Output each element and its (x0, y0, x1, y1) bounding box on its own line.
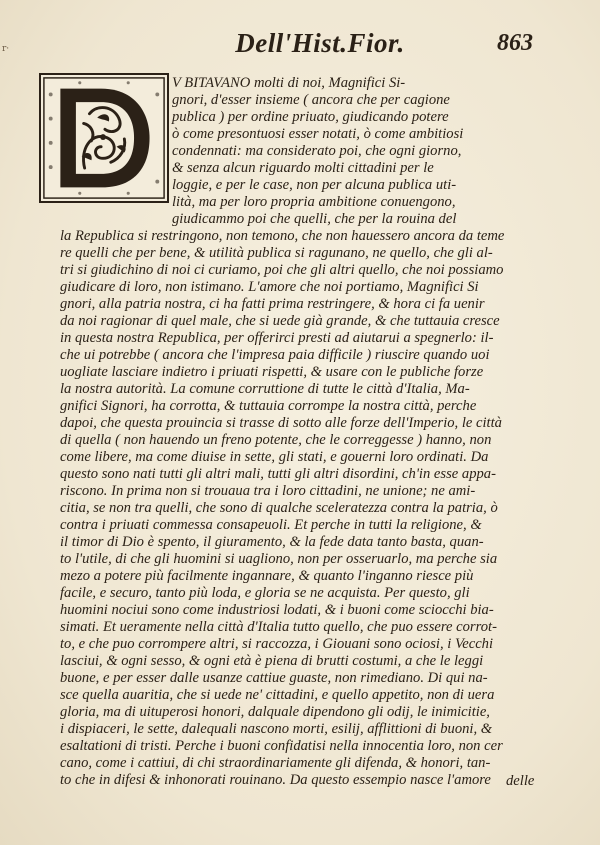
text-line: come libere, ma come diuise in sette, gli stati, e gouerni loro ordinati. Da (60, 449, 489, 465)
text-line: cano, come i cattiui, di chi straordinariamente gli difenda, & honori, tan- (60, 755, 491, 771)
text-line: contra i priuati commessa consapeuoli. Et perche in tutti la religione, & (60, 517, 482, 533)
text-line: gnori, alla patria nostra, ci ha fatti prima restringere, & hora ci fa uenir (60, 296, 485, 312)
text-line: gloria, ma di uituperosi honori, dalquale dipendono gli odij, le inimicitie, (60, 704, 490, 720)
text-line: condennati: ma considerato poi, che ogni giorno, (172, 143, 462, 159)
text-line: facile, e securo, tanto più loda, e gloria se ne acquista. Per questo, gli (60, 585, 470, 601)
text-line: lità, ma per loro propria ambitione conuengono, (172, 194, 456, 210)
text-line: mezo a potere più facilmente ingannare, & quanto l'inganno riesce più (60, 568, 474, 584)
text-line: sce quella auaritia, che si uede ne' cittadini, e quello appetito, non di uera (60, 687, 495, 703)
text-line: huomini nociui sono come industriosi lodati, & i buoni come sciocchi bia- (60, 602, 494, 618)
text-line: che ui potrebbe ( ancora che l'impresa paia difficile ) riuscire quando uoi (60, 347, 490, 363)
text-line: ò come presontuosi esser notati, ò come ambitiosi (172, 126, 464, 142)
text-line: la Republica si restringono, non temono, che non hauessero ancora da teme (60, 228, 505, 244)
text-line: la nostra autorità. La comune corruttione di tutte le città d'Italia, Ma- (60, 381, 470, 397)
page-number: 863 (497, 30, 533, 56)
text-line: giudicare di loro, non istimano. L'amore che noi portiamo, Magnifici Si (60, 279, 479, 295)
text-line: to l'utile, di che gli huomini si uagliono, non per osseruarlo, ma perche sia (60, 551, 498, 567)
text-line: simati. Et ueramente nella città d'Italia tutto quello, che puo essere corrot- (60, 619, 497, 635)
catchword: delle (506, 773, 535, 789)
text-line: in questa nostra Republica, per offerirci presti ad aiutarui a spegnerlo: il- (60, 330, 494, 346)
text-line: re quelli che per bene, & utilità publica si ragunano, ne quello, che gli al- (60, 245, 493, 261)
text-line: loggie, e per le case, non per alcuna publica uti- (172, 177, 457, 193)
text-line: da noi ragionar di quel male, che si uede già grande, & che tuttauia cresce (60, 313, 500, 329)
text-line: uogliate lasciare indietro i priuati rispetti, & usare con le publiche forze (60, 364, 484, 380)
text-line: lasciui, & ogni sesso, & ogni età è piena di brutti costumi, a che le leggi (60, 653, 484, 669)
text-line: di quella ( non hauendo un freno potente, che le correggesse ) hanno, non (60, 432, 492, 448)
text-line: giudicammo poi che quelli, che per la rouina del (172, 211, 457, 227)
text-line: publica ) per ordine priuato, giudicando potere (172, 109, 449, 125)
text-line: to, e che puo corrompere altri, si raccozza, i Giouani sono ociosi, i Vecchi (60, 636, 494, 652)
text-line: i dispiaceri, le sette, dalequali nascono morti, esilij, afflittioni di buoni, & (60, 721, 493, 737)
text-line: il timor di Dio è spento, il giuramento, & la fede data tanto basta, quan- (60, 534, 484, 550)
text-line: buone, e per esser dalle usanze cattiue guaste, non rimediano. Di qui na- (60, 670, 488, 686)
text-line: questo sono nati tutti gli altri mali, tutti gli altri disordini, ch'in esse appa- (60, 466, 496, 482)
text-line: tri si giudichino di noi ci curiamo, poi che gli altri quello, che noi possiamo (60, 262, 504, 278)
edge-mark: r· (2, 44, 10, 54)
running-title: Dell'Hist.Fior. (235, 28, 405, 58)
text-line: citia, se non tra quelli, che sono di qualche sceleratezza contra la patria, ò (60, 500, 498, 516)
text-line: esaltationi di tristi. Perche i buoni confidatisi nella innocentia loro, non cer (60, 738, 503, 754)
text-line: gnifici Signori, ha corrotta, & tuttauia corrompe la nostra città, perche (60, 398, 477, 414)
acanthus-ornament-icon (41, 75, 167, 201)
text-line: to che in difesi & inhonorati rouinano. Da questo essempio nasce l'amore (60, 772, 491, 788)
text-line: & senza alcun riguardo molti cittadini per le (172, 160, 434, 176)
text-line: gnori, d'esser insieme ( ancora che per cagione (172, 92, 450, 108)
decorated-initial-d (39, 73, 169, 203)
text-line: riscono. In prima non si trouaua tra i loro cittadini, ne unione; ne ami- (60, 483, 476, 499)
text-line: V BITAVANO molti di noi, Magnifici Si- (172, 75, 406, 91)
text-line: dapoi, che questa prouincia si trasse di sotto alle forze dell'Imperio, le città (60, 415, 502, 431)
